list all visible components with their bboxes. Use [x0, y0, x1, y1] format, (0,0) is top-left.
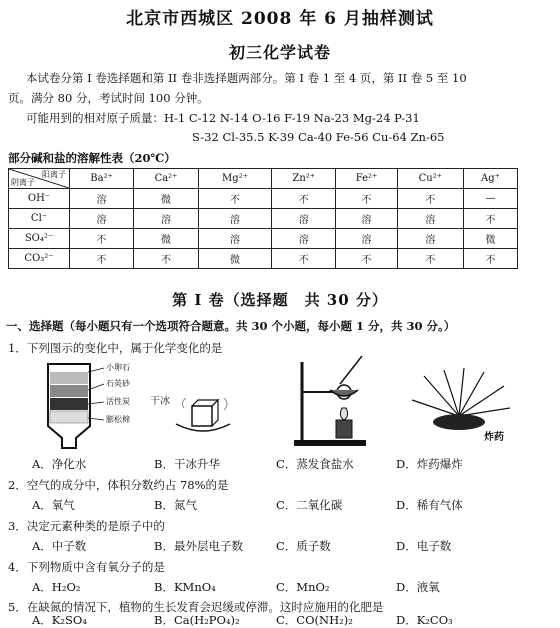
- table-cell: 不: [397, 189, 463, 209]
- section-instruction: 一、选择题（每小题只有一个选项符合题意。共 30 个小题，每小题 1 分，共 30 分。）: [6, 319, 456, 333]
- table-cell: 溶: [272, 209, 336, 229]
- anion-label: Cl⁻: [9, 209, 70, 229]
- dry-ice-label: 干冰: [150, 396, 170, 407]
- question-2-option-c[interactable]: C．二氧化碳: [276, 498, 343, 512]
- sand-layer: [50, 385, 88, 397]
- table-cell: —: [463, 189, 517, 209]
- table-cell: 微: [198, 249, 271, 269]
- table-cell: 不: [134, 249, 199, 269]
- question-3-option-b[interactable]: B．最外层电子数: [154, 539, 243, 553]
- cation-header: Fe²⁺: [336, 169, 397, 189]
- table-cell: 微: [463, 229, 517, 249]
- table-cell: 溶: [336, 209, 397, 229]
- table-cell: 不: [397, 249, 463, 269]
- question-1-option-b[interactable]: B．干冰升华: [154, 457, 220, 471]
- question-3-option-a[interactable]: A．中子数: [32, 539, 87, 553]
- table-row: [9, 229, 518, 249]
- table-cell: 不: [70, 249, 134, 269]
- table-cell: 溶: [134, 209, 199, 229]
- cation-header: Mg²⁺: [198, 169, 271, 189]
- question-4-option-b[interactable]: B．KMnO₄: [154, 580, 216, 594]
- table-cell: 溶: [198, 229, 271, 249]
- question-5-option-b[interactable]: B．Ca(H₂PO₄)₂: [154, 613, 240, 627]
- cation-header: Cu²⁺: [397, 169, 463, 189]
- pebble-label: 小卵石: [106, 363, 130, 372]
- atomic-mass-line-2: S-32 Cl-35.5 K-39 Ca-40 Fe-56 Cu-64 Zn-65: [192, 130, 445, 144]
- corner-anion-label: 阴离子: [11, 178, 35, 187]
- table-cell: 溶: [70, 209, 134, 229]
- dry-ice-figure: [170, 398, 236, 442]
- question-4-option-d[interactable]: D．液氧: [396, 580, 440, 594]
- question-3-stem: 3．决定元素种类的是原子中的: [8, 519, 165, 533]
- table-cell: 溶: [397, 229, 463, 249]
- table-cell: 溶: [198, 209, 271, 229]
- table-cell: 不: [463, 249, 517, 269]
- intro-line-2: 页。满分 80 分，考试时间 100 分钟。: [8, 91, 209, 105]
- water-purifier-figure: [28, 358, 158, 454]
- table-cell: 微: [134, 189, 199, 209]
- table-cell: 溶: [397, 209, 463, 229]
- table-cell: 不: [70, 229, 134, 249]
- solubility-table: [8, 168, 518, 269]
- question-1-option-c[interactable]: C．蒸发食盐水: [276, 457, 354, 471]
- atomic-mass-line-1: 可能用到的相对原子质量：H-1 C-12 N-14 O-16 F-19 Na-23 Mg-24 P-31: [26, 111, 420, 125]
- explosive-label: 炸药: [484, 432, 504, 443]
- anion-label: OH⁻: [9, 189, 70, 209]
- cotton-label: 膨松棉: [106, 415, 130, 424]
- question-4-stem: 4．下列物质中含有氧分子的是: [8, 560, 165, 574]
- question-2-option-d[interactable]: D．稀有气体: [396, 498, 463, 512]
- anion-label: CO₃²⁻: [9, 249, 70, 269]
- table-cell: 不: [336, 189, 397, 209]
- question-5-option-c[interactable]: C．CO(NH₂)₂: [276, 613, 353, 627]
- question-5-option-a[interactable]: A．K₂SO₄: [32, 613, 87, 627]
- table-cell: 不: [198, 189, 271, 209]
- table-cell: 不: [336, 249, 397, 269]
- table-row: [9, 209, 518, 229]
- exam-title: 北京市西城区 2008 年 6 月抽样测试: [126, 9, 434, 29]
- question-1-stem: 1．下列图示的变化中，属于化学变化的是: [8, 341, 223, 355]
- table-cell: 溶: [336, 229, 397, 249]
- evaporation-figure: [290, 352, 370, 448]
- section-title: 第 I 卷（选择题 共 30 分）: [172, 291, 388, 309]
- corner-cation-label: 阳离子: [42, 170, 66, 179]
- carbon-layer: [50, 398, 88, 410]
- question-2-option-a[interactable]: A．氧气: [32, 498, 75, 512]
- cation-header: Ag⁺: [463, 169, 517, 189]
- carbon-label: 活性炭: [106, 397, 130, 406]
- question-1-option-a[interactable]: A．净化水: [32, 457, 87, 471]
- cation-header: Zn²⁺: [272, 169, 336, 189]
- table-cell: 微: [134, 229, 199, 249]
- question-2-stem: 2．空气的成分中，体积分数约占 78%的是: [8, 478, 229, 492]
- anion-label: SO₄²⁻: [9, 229, 70, 249]
- table-corner-cell: [9, 169, 70, 189]
- question-4-option-c[interactable]: C．MnO₂: [276, 580, 330, 594]
- table-row: [9, 189, 518, 209]
- question-1-option-d[interactable]: D．炸药爆炸: [396, 457, 463, 471]
- question-4-option-a[interactable]: A．H₂O₂: [32, 580, 81, 594]
- table-cell: 不: [272, 249, 336, 269]
- table-row: [9, 249, 518, 269]
- question-5-stem: 5．在缺氮的情况下，植物的生长发育会迟缓或停滞。这时应施用的化肥是: [8, 600, 384, 614]
- table-cell: 不: [463, 209, 517, 229]
- solubility-table-title: 部分碱和盐的溶解性表（20℃）: [8, 151, 176, 165]
- question-3-option-d[interactable]: D．电子数: [396, 539, 452, 553]
- cation-header: Ca²⁺: [134, 169, 199, 189]
- sand-label: 石英砂: [106, 379, 130, 388]
- cotton-layer: [50, 411, 88, 423]
- question-3-option-c[interactable]: C．质子数: [276, 539, 331, 553]
- question-5-option-d[interactable]: D．K₂CO₃: [396, 613, 453, 627]
- table-header-row: [9, 169, 518, 189]
- pebble-layer: [50, 372, 88, 384]
- table-cell: 溶: [272, 229, 336, 249]
- table-cell: 溶: [70, 189, 134, 209]
- cation-header: Ba²⁺: [70, 169, 134, 189]
- exam-subtitle: 初三化学试卷: [228, 43, 331, 62]
- table-cell: 不: [272, 189, 336, 209]
- intro-line-1: 本试卷分第 I 卷选择题和第 II 卷非选择题两部分。第 I 卷 1 至 4 页，第 II 卷 5 至 10: [26, 71, 467, 85]
- question-2-option-b[interactable]: B．氮气: [154, 498, 197, 512]
